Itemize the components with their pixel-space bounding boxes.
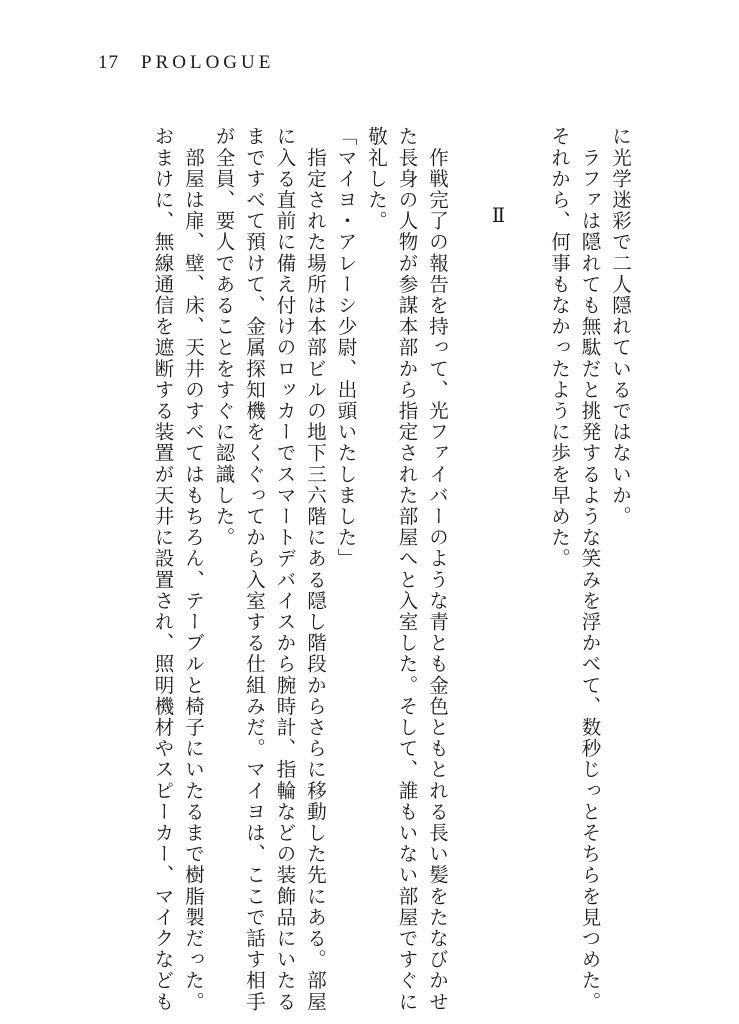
text-line: それから、何事もなかったように歩を早めた。: [548, 126, 571, 570]
page-number: 17: [98, 52, 119, 73]
chapter-title: PROLOGUE: [141, 52, 275, 73]
text-line: 敬礼した。: [365, 126, 388, 232]
section-number: Ⅱ: [487, 204, 510, 227]
text-line: 作戦完了の報告を持って、光ファイバーのような青とも金色ともとれる長い髪をたなびかせ: [426, 126, 449, 1013]
text-line: おまけに、無線通信を遮断する装置が天井に設置され、照明機材やスピーカー、マイクなども: [151, 126, 175, 1013]
text-line: まですべて預けて、金属探知機をくぐってから入室する仕組みだ。マイヨは、ここで話す相手: [243, 126, 266, 1013]
text-line: に光学迷彩で二人隠れているではないか。: [609, 126, 632, 527]
running-header: [98, 52, 274, 74]
vertical-text-block: [95, 126, 635, 1013]
blank-line: [513, 126, 544, 906]
text-line: 指定された場所は本部ビルの地下三六階にある隠し階段からさらに移動した先にある。部屋: [304, 126, 327, 1013]
text-line: に入る直前に備え付けのロッカーでスマートデバイスから腕時計、指輪などの装飾品にいたる: [273, 126, 297, 1013]
blank-line: [452, 126, 483, 906]
text-line: ラファは隠れても無駄だと挑発するような笑みを浮かべて、数秒じっとそちらを見つめた。: [578, 126, 602, 1013]
dialogue-line: 「マイヨ・アレーシ少尉、出頭いたしました」: [334, 126, 358, 570]
text-line: が全員、要人であることをすぐに認識した。: [212, 126, 236, 548]
text-line: 部屋は扉、壁、床、天井のすべてはもちろん、テーブルと椅子にいたるまで樹脂製だった。: [182, 126, 205, 1013]
text-line: た長身の人物が参謀本部から指定された部屋へと入室した。そして、誰もいない部屋ですぐに: [395, 126, 419, 1013]
